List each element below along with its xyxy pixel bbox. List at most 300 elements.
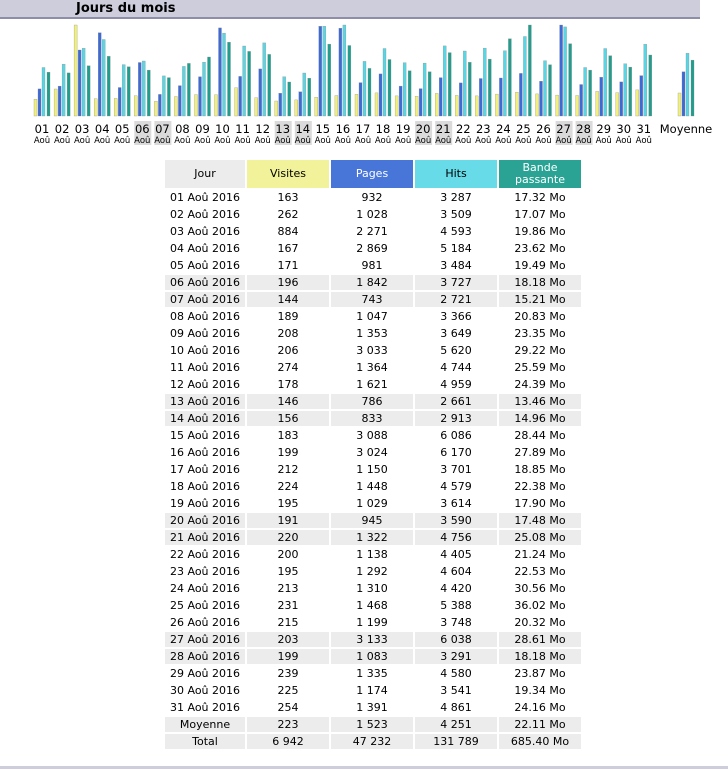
- month-label: Aoû: [495, 136, 512, 146]
- day-label: 21: [435, 122, 451, 136]
- bandwidth-cell: 24.39 Mo: [499, 377, 581, 394]
- pages-cell: 981: [331, 258, 413, 275]
- pages-cell: 1 621: [331, 377, 413, 394]
- hits-cell: 3 748: [415, 615, 497, 632]
- bar-pages: [600, 77, 603, 116]
- bar-visites: [576, 96, 579, 117]
- day-label: 05: [114, 122, 130, 136]
- day-label: 25: [516, 122, 531, 136]
- pages-cell: 1 029: [331, 496, 413, 513]
- month-label: Aoû: [254, 136, 271, 146]
- hits-cell: 3 509: [415, 207, 497, 224]
- bar-pages: [519, 73, 522, 116]
- bandwidth-cell: 17.90 Mo: [499, 496, 581, 513]
- table-row: [165, 496, 581, 513]
- bar-pages: [540, 81, 543, 116]
- visits-cell: 254: [247, 700, 329, 717]
- pages-cell: 3 033: [331, 343, 413, 360]
- section-header: [0, 0, 700, 19]
- bar-pages: [640, 76, 643, 116]
- bandwidth-cell: 13.46 Mo: [499, 394, 581, 411]
- bar-hits: [82, 48, 85, 116]
- bar-visites: [295, 100, 298, 116]
- bar-bande-passante: [528, 25, 531, 116]
- bar-visites: [215, 95, 218, 116]
- day-cell: 05 Aoû 2016: [165, 258, 245, 275]
- bar-hits: [162, 76, 165, 116]
- bar-visites: [154, 101, 157, 116]
- average-bar: [678, 93, 681, 116]
- bandwidth-cell: 28.44 Mo: [499, 428, 581, 445]
- visits-cell: 196: [247, 275, 329, 292]
- visits-cell: 220: [247, 530, 329, 547]
- table-row: [165, 547, 581, 564]
- pages-cell: 743: [331, 292, 413, 309]
- visits-cell: 231: [247, 598, 329, 615]
- day-label: 08: [175, 122, 190, 136]
- day-label: 19: [395, 122, 411, 136]
- table-row: [165, 700, 581, 717]
- bar-bande-passante: [288, 82, 291, 116]
- table-row: [165, 411, 581, 428]
- bar-visites: [54, 89, 57, 116]
- bar-bande-passante: [368, 68, 371, 116]
- day-cell: 15 Aoû 2016: [165, 428, 245, 445]
- pages-cell: 1 199: [331, 615, 413, 632]
- visits-cell: 225: [247, 683, 329, 700]
- hits-cell: 3 649: [415, 326, 497, 343]
- pages-cell: 945: [331, 513, 413, 530]
- bar-hits: [263, 43, 266, 116]
- day-cell: 23 Aoû 2016: [165, 564, 245, 581]
- bar-bande-passante: [609, 56, 612, 116]
- day-label: 17: [355, 122, 371, 136]
- day-label: 22: [455, 122, 471, 136]
- day-label: 18: [375, 122, 391, 136]
- bar-hits: [363, 61, 366, 116]
- pages-cell: 1 353: [331, 326, 413, 343]
- bar-pages: [339, 28, 342, 116]
- day-label: 20: [415, 122, 431, 136]
- day-label: 09: [195, 122, 210, 136]
- table-row: [165, 360, 581, 377]
- month-label: Aoû: [595, 136, 612, 146]
- pages-cell: 833: [331, 411, 413, 428]
- bandwidth-cell: 23.62 Mo: [499, 241, 581, 258]
- bar-visites: [495, 94, 498, 116]
- day-label: 24: [496, 122, 511, 136]
- visits-cell: 191: [247, 513, 329, 530]
- bar-pages: [118, 88, 121, 117]
- hits-cell: 3 614: [415, 496, 497, 513]
- bar-hits: [203, 62, 206, 116]
- bar-pages: [78, 50, 81, 116]
- bar-hits: [243, 46, 246, 116]
- bandwidth-cell: 20.83 Mo: [499, 309, 581, 326]
- daily-stats-table: [163, 160, 583, 751]
- bar-bande-passante: [468, 62, 471, 116]
- day-cell: 18 Aoû 2016: [165, 479, 245, 496]
- month-label: Aoû: [475, 136, 492, 146]
- month-label: Aoû: [294, 136, 311, 146]
- table-row: [165, 615, 581, 632]
- hits-cell: 2 721: [415, 292, 497, 309]
- bandwidth-cell: 19.86 Mo: [499, 224, 581, 241]
- visits-cell: 239: [247, 666, 329, 683]
- day-label: 11: [235, 122, 250, 136]
- hits-cell: 4 579: [415, 479, 497, 496]
- bar-hits: [503, 51, 506, 116]
- bar-bande-passante: [448, 53, 451, 116]
- bar-hits: [443, 46, 446, 116]
- bandwidth-cell: 15.21 Mo: [499, 292, 581, 309]
- bandwidth-cell: 30.56 Mo: [499, 581, 581, 598]
- pages-cell: 1 174: [331, 683, 413, 700]
- hits-cell: 3 291: [415, 649, 497, 666]
- day-cell: 27 Aoû 2016: [165, 632, 245, 649]
- day-cell: 01 Aoû 2016: [165, 190, 245, 207]
- bar-pages: [439, 78, 442, 116]
- bar-hits: [604, 49, 607, 117]
- visits-cell: 189: [247, 309, 329, 326]
- bandwidth-cell: 25.59 Mo: [499, 360, 581, 377]
- hits-cell: 3 484: [415, 258, 497, 275]
- hits-cell: 4 959: [415, 377, 497, 394]
- bar-bande-passante: [488, 59, 491, 116]
- bar-hits: [42, 68, 45, 117]
- visits-cell: 167: [247, 241, 329, 258]
- hits-cell: 3 727: [415, 275, 497, 292]
- day-label: 02: [54, 122, 70, 136]
- bandwidth-cell: 29.22 Mo: [499, 343, 581, 360]
- bar-visites: [355, 94, 358, 116]
- pages-cell: 786: [331, 394, 413, 411]
- visits-cell: 274: [247, 360, 329, 377]
- table-row: [165, 428, 581, 445]
- bar-visites: [195, 95, 198, 116]
- month-label: Aoû: [435, 136, 452, 146]
- hits-cell: 5 388: [415, 598, 497, 615]
- bar-pages: [319, 26, 322, 116]
- bar-visites: [515, 92, 518, 116]
- bar-visites: [616, 93, 619, 116]
- day-label: 03: [74, 122, 90, 136]
- bar-bande-passante: [208, 57, 211, 116]
- bar-visites: [255, 98, 258, 116]
- col-header-bandwidth: Bande passante: [499, 160, 581, 190]
- visits-cell: 215: [247, 615, 329, 632]
- bar-hits: [564, 27, 567, 116]
- bar-bande-passante: [67, 73, 70, 116]
- day-cell: 24 Aoû 2016: [165, 581, 245, 598]
- pages-cell: 1 310: [331, 581, 413, 598]
- pages-cell: 1 364: [331, 360, 413, 377]
- bandwidth-cell: 28.61 Mo: [499, 632, 581, 649]
- day-cell: 12 Aoû 2016: [165, 377, 245, 394]
- bar-pages: [239, 76, 242, 116]
- bandwidth-cell: 25.08 Mo: [499, 530, 581, 547]
- month-label: Aoû: [455, 136, 472, 146]
- visits-cell: 163: [247, 190, 329, 207]
- month-label: Aoû: [575, 136, 592, 146]
- table-row: [165, 598, 581, 615]
- day-cell: 10 Aoû 2016: [165, 343, 245, 360]
- bar-hits: [323, 26, 326, 116]
- bar-bande-passante: [589, 70, 592, 116]
- bar-bande-passante: [629, 67, 632, 116]
- day-cell: 28 Aoû 2016: [165, 649, 245, 666]
- bandwidth-cell: 27.89 Mo: [499, 445, 581, 462]
- pages-cell: 1 448: [331, 479, 413, 496]
- bar-visites: [315, 97, 318, 116]
- table-row: [165, 581, 581, 598]
- day-cell: 03 Aoû 2016: [165, 224, 245, 241]
- day-label: 29: [596, 122, 612, 136]
- bar-visites: [375, 93, 378, 116]
- bar-pages: [379, 74, 382, 116]
- day-cell: 30 Aoû 2016: [165, 683, 245, 700]
- table-row: [165, 462, 581, 479]
- visits-cell: 195: [247, 496, 329, 513]
- pages-cell: 1 468: [331, 598, 413, 615]
- month-label: Aoû: [414, 136, 432, 146]
- bar-pages: [279, 93, 282, 116]
- day-cell: 31 Aoû 2016: [165, 700, 245, 717]
- month-label: Aoû: [94, 136, 111, 146]
- table-row: [165, 479, 581, 496]
- bar-bande-passante: [328, 44, 331, 116]
- section-title: Jours du mois: [76, 1, 176, 16]
- month-label: Aoû: [214, 136, 231, 146]
- bar-bande-passante: [348, 46, 351, 117]
- hits-cell: 3 590: [415, 513, 497, 530]
- day-cell: 17 Aoû 2016: [165, 462, 245, 479]
- day-label: 15: [315, 122, 331, 136]
- bar-bande-passante: [649, 55, 652, 116]
- table-row: [165, 224, 581, 241]
- day-cell: 22 Aoû 2016: [165, 547, 245, 564]
- bar-hits: [182, 66, 185, 116]
- month-label: Aoû: [194, 136, 211, 146]
- bandwidth-cell: 19.34 Mo: [499, 683, 581, 700]
- bar-pages: [419, 89, 422, 116]
- bar-pages: [158, 94, 161, 116]
- pages-cell: 47 232: [331, 734, 413, 751]
- month-label: Aoû: [354, 136, 372, 146]
- month-label: Aoû: [334, 136, 352, 146]
- table-row: [165, 258, 581, 275]
- col-header-visits: Visites: [247, 160, 329, 190]
- hits-cell: 5 184: [415, 241, 497, 258]
- bandwidth-cell: 14.96 Mo: [499, 411, 581, 428]
- table-row: [165, 207, 581, 224]
- hits-cell: 2 913: [415, 411, 497, 428]
- pages-cell: 1 842: [331, 275, 413, 292]
- bandwidth-cell: 17.48 Mo: [499, 513, 581, 530]
- bar-pages: [178, 86, 181, 116]
- bandwidth-cell: 18.85 Mo: [499, 462, 581, 479]
- bar-pages: [219, 28, 222, 116]
- table-row: [165, 564, 581, 581]
- month-label: Aoû: [33, 136, 51, 146]
- hits-cell: 3 541: [415, 683, 497, 700]
- bar-hits: [303, 73, 306, 116]
- table-header-row: [165, 160, 581, 190]
- section-footer-line: [0, 766, 728, 769]
- bar-bande-passante: [107, 56, 110, 116]
- day-label: 31: [636, 122, 652, 136]
- day-cell: 16 Aoû 2016: [165, 445, 245, 462]
- day-cell: 26 Aoû 2016: [165, 615, 245, 632]
- bar-hits: [523, 37, 526, 117]
- bar-hits: [544, 61, 547, 116]
- bar-bande-passante: [569, 44, 572, 116]
- bar-hits: [403, 63, 406, 116]
- table-row: [165, 530, 581, 547]
- month-label: Aoû: [234, 136, 251, 146]
- day-label: 01: [34, 122, 50, 136]
- month-label: Aoû: [134, 136, 151, 146]
- day-cell: Total: [165, 734, 245, 751]
- visits-cell: 171: [247, 258, 329, 275]
- pages-cell: 1 028: [331, 207, 413, 224]
- visits-cell: 884: [247, 224, 329, 241]
- day-label: 10: [215, 122, 230, 136]
- bar-hits: [423, 63, 426, 116]
- bar-pages: [399, 86, 402, 116]
- bandwidth-cell: 21.24 Mo: [499, 547, 581, 564]
- table-row: [165, 241, 581, 258]
- hits-cell: 4 405: [415, 547, 497, 564]
- col-header-day: Jour: [165, 160, 245, 190]
- bar-bande-passante: [47, 72, 50, 116]
- day-label: 07: [155, 122, 170, 136]
- bar-visites: [596, 91, 599, 116]
- bar-pages: [359, 83, 362, 116]
- bar-visites: [94, 99, 97, 116]
- hits-cell: 2 661: [415, 394, 497, 411]
- bar-bande-passante: [428, 72, 431, 116]
- bar-pages: [560, 25, 563, 116]
- day-cell: 13 Aoû 2016: [165, 394, 245, 411]
- day-cell: 08 Aoû 2016: [165, 309, 245, 326]
- bar-hits: [483, 48, 486, 116]
- hits-cell: 4 251: [415, 717, 497, 734]
- hits-cell: 6 038: [415, 632, 497, 649]
- table-row: [165, 326, 581, 343]
- bar-visites: [395, 96, 398, 116]
- visits-cell: 183: [247, 428, 329, 445]
- bar-visites: [556, 95, 559, 116]
- average-label: Moyenne: [659, 122, 713, 136]
- visits-cell: 6 942: [247, 734, 329, 751]
- bar-pages: [299, 92, 302, 116]
- month-label: Aoû: [535, 136, 552, 146]
- hits-cell: 3 287: [415, 190, 497, 207]
- month-label: Aoû: [635, 136, 652, 146]
- bandwidth-cell: 17.07 Mo: [499, 207, 581, 224]
- day-cell: 21 Aoû 2016: [165, 530, 245, 547]
- bar-bande-passante: [87, 66, 90, 116]
- month-label: Aoû: [53, 136, 71, 146]
- day-label: 04: [94, 122, 110, 136]
- bandwidth-cell: 18.18 Mo: [499, 275, 581, 292]
- bar-pages: [58, 86, 61, 116]
- month-label: Aoû: [555, 136, 572, 146]
- day-label: 28: [576, 122, 591, 136]
- hits-cell: 4 420: [415, 581, 497, 598]
- total-row: [165, 734, 581, 751]
- day-label: 14: [295, 122, 311, 136]
- day-label: 27: [556, 122, 571, 136]
- visits-cell: 156: [247, 411, 329, 428]
- bar-hits: [584, 68, 587, 117]
- hits-cell: 4 744: [415, 360, 497, 377]
- bar-hits: [62, 64, 65, 116]
- bar-pages: [138, 63, 141, 117]
- bar-visites: [235, 88, 238, 116]
- average-bar: [691, 60, 694, 116]
- day-cell: 04 Aoû 2016: [165, 241, 245, 258]
- bar-visites: [435, 93, 438, 116]
- bar-visites: [536, 94, 539, 116]
- visits-cell: 195: [247, 564, 329, 581]
- bandwidth-cell: 36.02 Mo: [499, 598, 581, 615]
- month-label: Aoû: [615, 136, 632, 146]
- day-cell: 19 Aoû 2016: [165, 496, 245, 513]
- col-header-hits: Hits: [415, 160, 497, 190]
- bar-pages: [98, 33, 101, 116]
- day-label: 12: [255, 122, 271, 136]
- bar-bande-passante: [549, 65, 552, 116]
- month-label: Aoû: [394, 136, 412, 146]
- bar-visites: [415, 96, 418, 116]
- month-label: Aoû: [274, 136, 291, 146]
- table-row: [165, 377, 581, 394]
- day-cell: 11 Aoû 2016: [165, 360, 245, 377]
- pages-cell: 932: [331, 190, 413, 207]
- average-row: [165, 717, 581, 734]
- bar-bande-passante: [248, 51, 251, 116]
- bandwidth-cell: 23.35 Mo: [499, 326, 581, 343]
- pages-cell: 1 322: [331, 530, 413, 547]
- hits-cell: 4 756: [415, 530, 497, 547]
- visits-cell: 178: [247, 377, 329, 394]
- day-cell: 06 Aoû 2016: [165, 275, 245, 292]
- hits-cell: 6 086: [415, 428, 497, 445]
- day-label: 30: [616, 122, 632, 136]
- bar-pages: [199, 77, 202, 116]
- pages-cell: 1 138: [331, 547, 413, 564]
- bar-visites: [34, 99, 37, 116]
- table-row: [165, 666, 581, 683]
- visits-cell: 144: [247, 292, 329, 309]
- bar-bande-passante: [508, 39, 511, 116]
- hits-cell: 4 861: [415, 700, 497, 717]
- bar-visites: [275, 101, 278, 116]
- bar-bande-passante: [268, 54, 271, 116]
- table-row: [165, 445, 581, 462]
- month-label: Aoû: [154, 136, 171, 146]
- visits-cell: 208: [247, 326, 329, 343]
- bar-bande-passante: [167, 78, 170, 116]
- hits-cell: 4 593: [415, 224, 497, 241]
- day-cell: 25 Aoû 2016: [165, 598, 245, 615]
- table-row: [165, 292, 581, 309]
- day-cell: 20 Aoû 2016: [165, 513, 245, 530]
- day-label: 06: [134, 122, 150, 136]
- day-cell: 14 Aoû 2016: [165, 411, 245, 428]
